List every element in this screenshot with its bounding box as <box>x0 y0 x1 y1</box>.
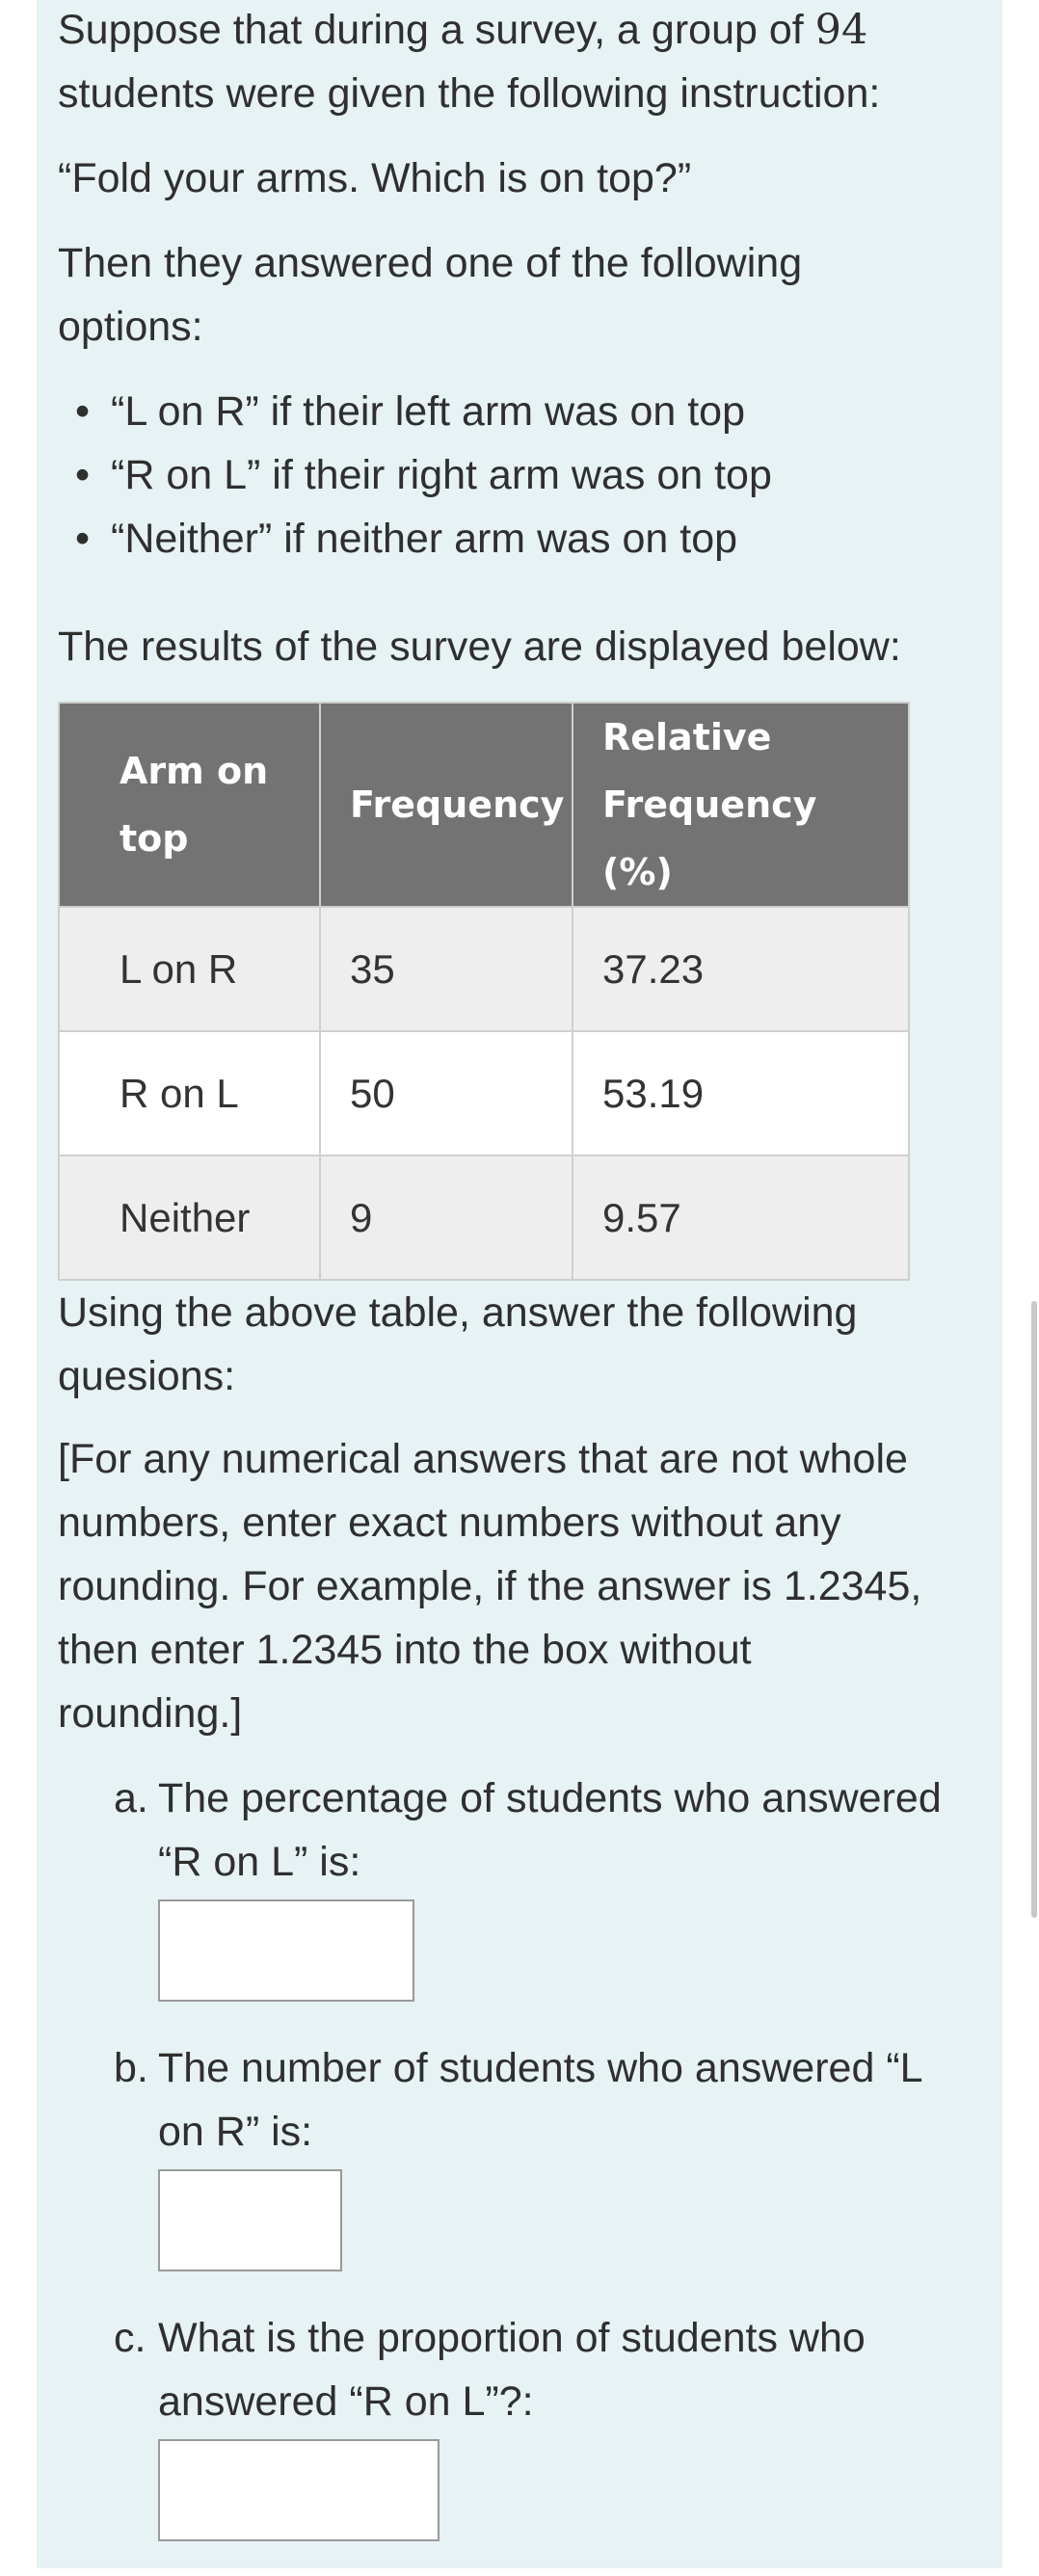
list-item: • “L on R” if their left arm was on top <box>58 380 945 443</box>
table-cell: 53.19 <box>573 1031 909 1155</box>
question-text: The percentage of students who answered “R on L” is: <box>158 1775 942 1885</box>
questions-list <box>58 1766 945 2541</box>
student-count: 94 <box>814 6 868 54</box>
rounding-instructions: [For any numerical answers that are not whole numbers, enter exact numbers without any rounding. For example, if the answer is 1.2345, then enter 1.2345 into the box without rounding.] <box>58 1436 922 1737</box>
table-cell: 35 <box>320 907 573 1031</box>
table-cell: 9 <box>320 1155 573 1280</box>
table-cell: 50 <box>320 1031 573 1155</box>
table-cell: L on R <box>59 907 320 1031</box>
header-arm-on-top: Arm on top <box>59 703 320 907</box>
scrollbar[interactable] <box>1031 1301 1037 1918</box>
question-content <box>58 0 945 2576</box>
answer-input-c[interactable] <box>158 2439 440 2541</box>
results-intro: The results of the survey are displayed below: <box>58 624 901 670</box>
table-row <box>59 1031 909 1155</box>
intro-suffix: students were given the following instruction: <box>58 70 881 117</box>
question-a <box>58 1766 945 2002</box>
survey-results-table <box>58 702 910 1281</box>
questions-intro: Using the above table, answer the following quesions: <box>58 1289 858 1399</box>
options-list <box>58 380 945 571</box>
bullet-icon: • <box>75 516 91 562</box>
question-marker: a. <box>114 1775 148 1821</box>
instruction-quote: “Fold your arms. Which is on top?” <box>58 155 692 201</box>
answer-input-b[interactable] <box>158 2169 342 2271</box>
table-cell: R on L <box>59 1031 320 1155</box>
question-b <box>58 2036 945 2271</box>
table-cell: 37.23 <box>573 907 909 1031</box>
list-item: • “Neither” if neither arm was on top <box>58 507 945 571</box>
header-frequency: Frequency <box>320 703 573 907</box>
table-row <box>59 1155 909 1280</box>
question-c <box>58 2306 945 2541</box>
table-row <box>59 907 909 1031</box>
table-header-row <box>59 703 909 907</box>
intro-paragraph <box>58 0 945 125</box>
table-cell: 9.57 <box>573 1155 909 1280</box>
answer-input-a[interactable] <box>158 1899 414 2002</box>
intro-prefix: Suppose that during a survey, a group of <box>58 7 804 53</box>
list-item: • “R on L” if their right arm was on top <box>58 443 945 507</box>
bullet-icon: • <box>75 452 91 498</box>
question-text: What is the proportion of students who answered “R on L”?: <box>158 2315 866 2425</box>
table-cell: Neither <box>59 1155 320 1280</box>
header-relative-frequency: Relative Frequency (%) <box>573 703 909 907</box>
question-text: The number of students who answered “L on R” is: <box>158 2045 921 2155</box>
question-marker: b. <box>114 2045 148 2091</box>
options-intro: Then they answered one of the following options: <box>58 240 803 350</box>
bullet-icon: • <box>75 388 91 435</box>
question-marker: c. <box>114 2315 147 2361</box>
